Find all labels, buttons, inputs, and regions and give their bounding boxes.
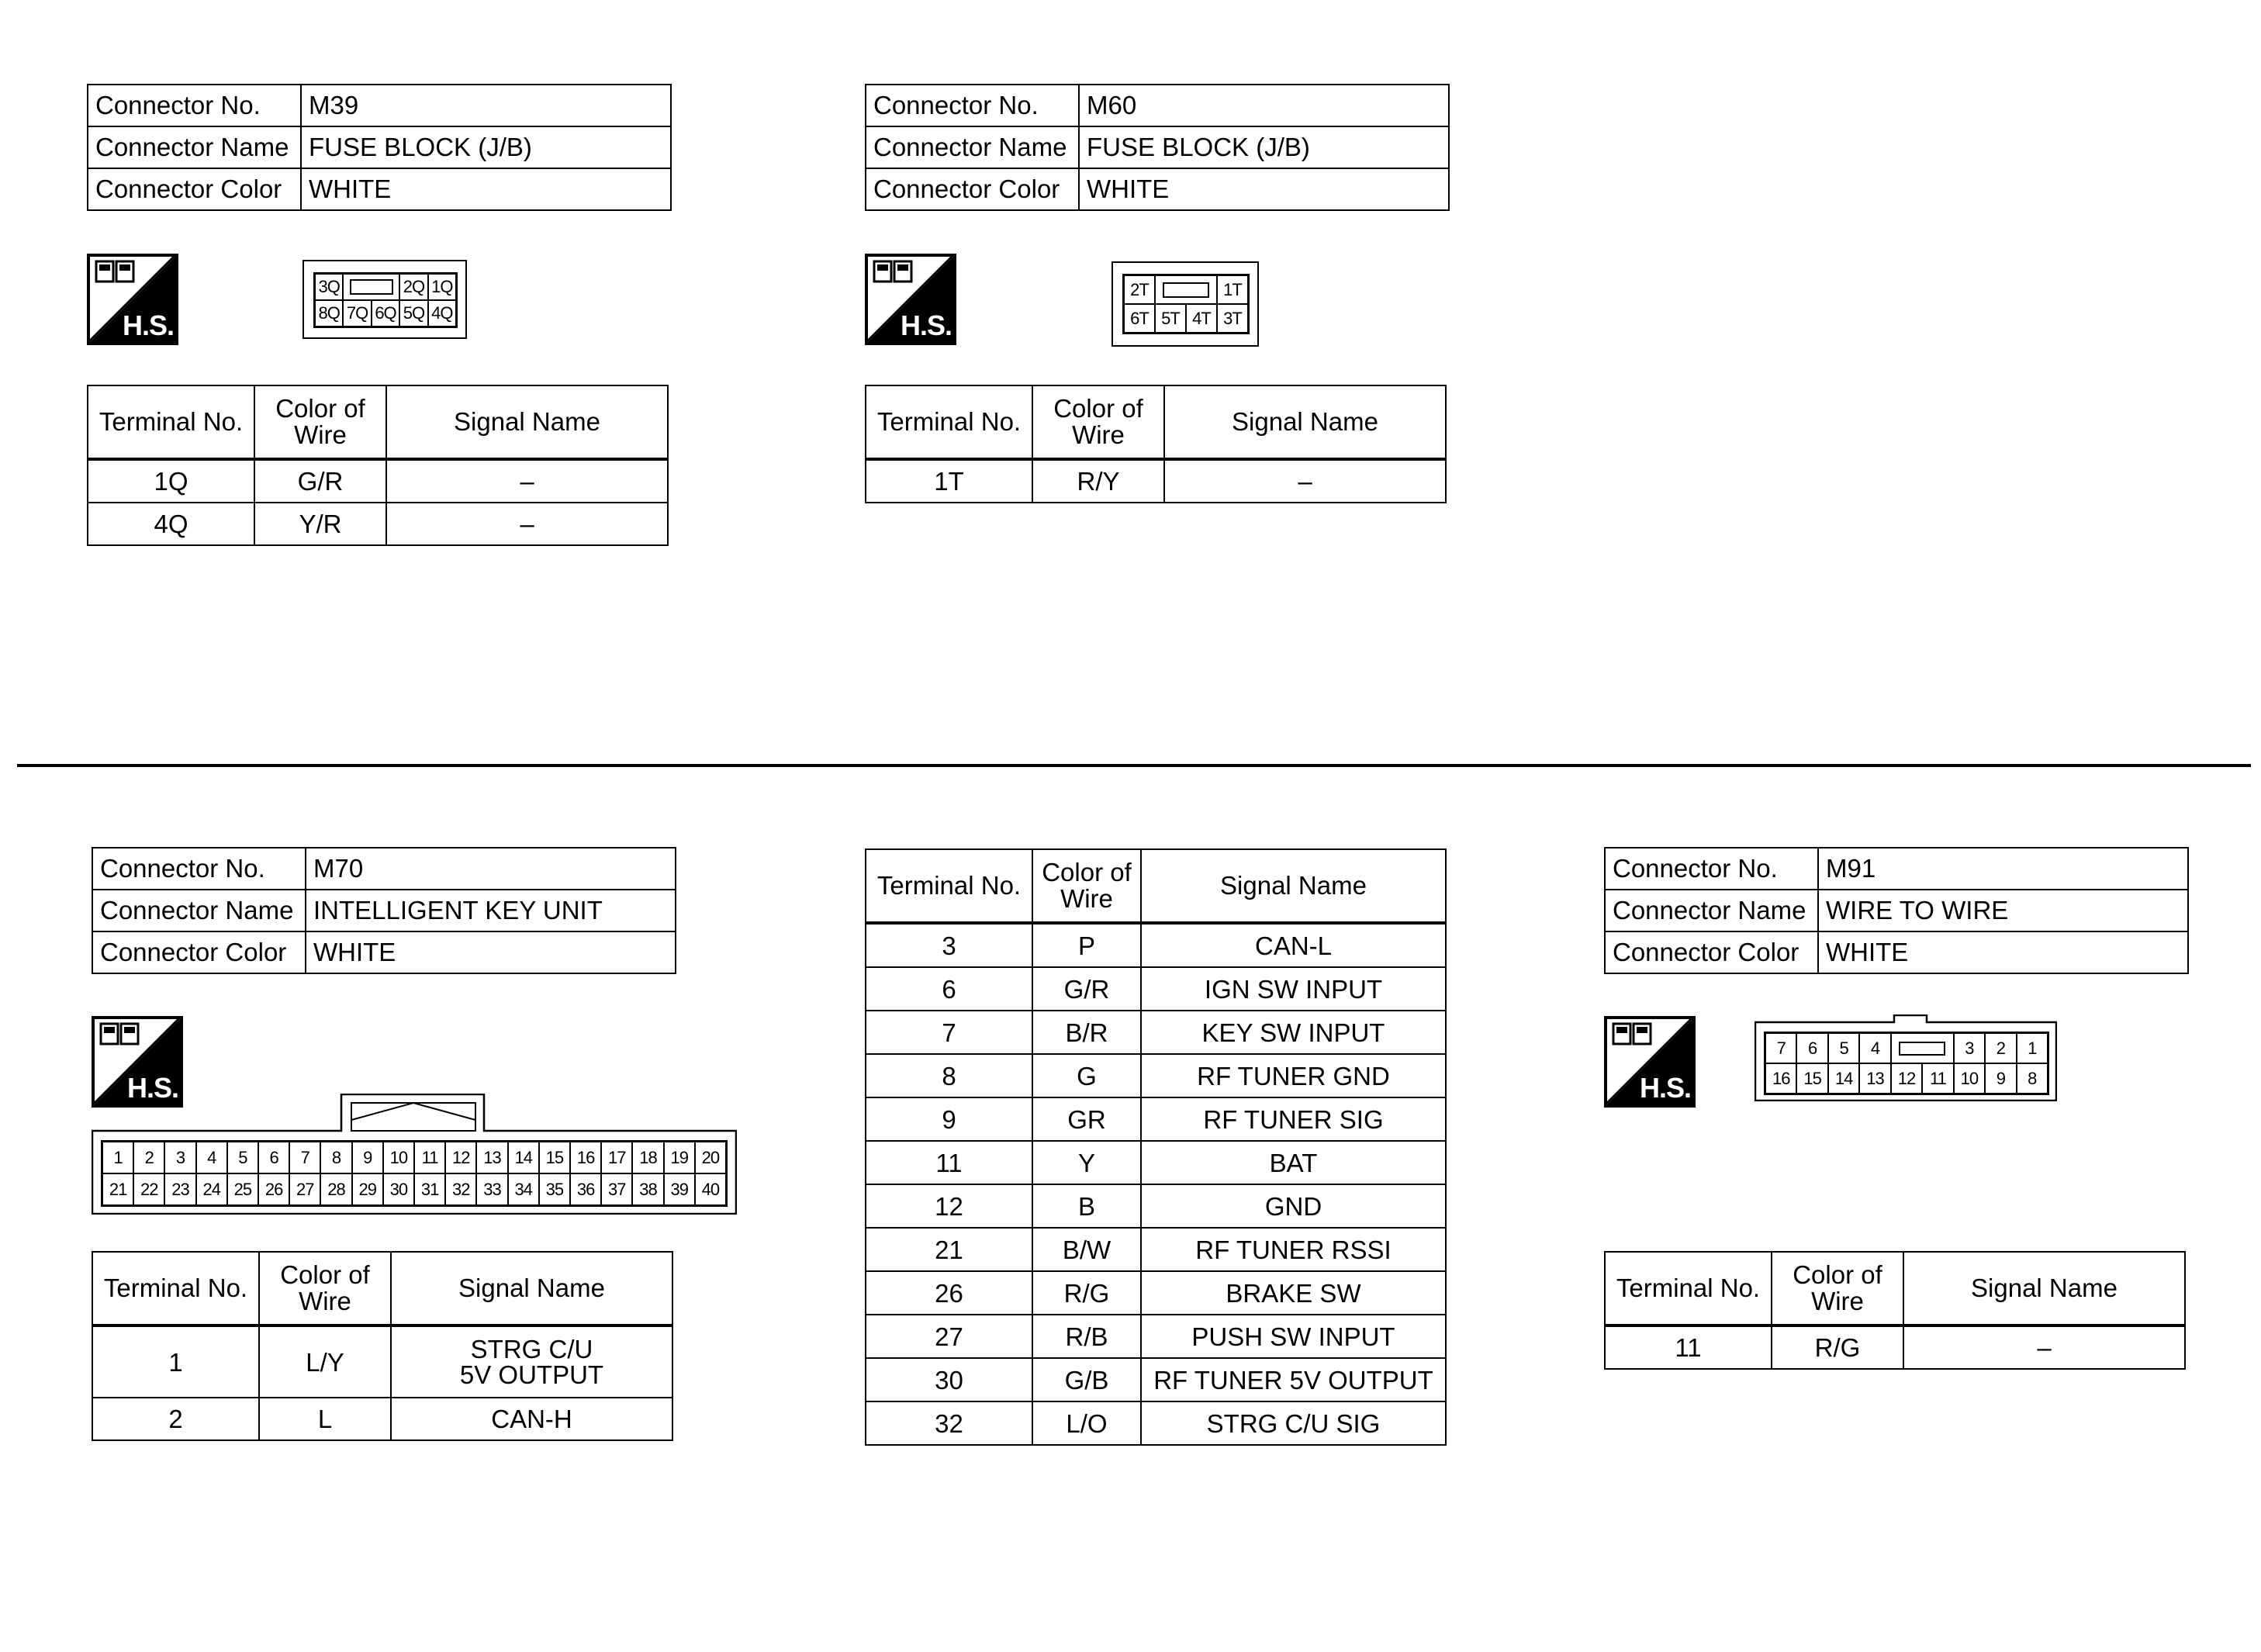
pin: 28 xyxy=(320,1173,351,1205)
connector-color-label: Connector Color xyxy=(92,931,306,973)
m39-connector-diagram xyxy=(303,260,467,339)
pin: 5 xyxy=(1828,1033,1859,1063)
table-row xyxy=(92,1398,672,1440)
pin: 37 xyxy=(601,1173,632,1205)
wire-cell: G/B xyxy=(1032,1358,1141,1401)
pin: 36 xyxy=(570,1173,601,1205)
signal-cell: BRAKE SW xyxy=(1141,1271,1446,1315)
table-row xyxy=(866,967,1446,1011)
m70-info-table xyxy=(92,847,676,974)
color-of-wire-header xyxy=(254,385,386,459)
signal-cell: GND xyxy=(1141,1184,1446,1228)
terminal-cell: 8 xyxy=(866,1054,1032,1097)
pin: 6Q xyxy=(372,300,399,327)
color-of-wire-line-1: Color of xyxy=(1042,858,1132,886)
pin: 9 xyxy=(1985,1063,2016,1094)
color-of-wire-line-1: Color of xyxy=(1053,394,1143,423)
m91-terminal-table xyxy=(1604,1251,2186,1370)
color-of-wire-line-1: Color of xyxy=(280,1260,370,1289)
pin: 40 xyxy=(695,1173,726,1205)
pin: 8 xyxy=(2017,1063,2048,1094)
pin: 34 xyxy=(508,1173,539,1205)
pin: 2Q xyxy=(399,274,427,300)
pin: 11 xyxy=(1922,1063,1953,1094)
connector-name-value: FUSE BLOCK (J/B) xyxy=(301,126,671,168)
pin: 6T xyxy=(1124,304,1155,333)
connector-no-label: Connector No. xyxy=(92,848,306,890)
connector-no-value: M60 xyxy=(1079,85,1449,126)
pin: 4 xyxy=(1859,1033,1890,1063)
pin: 30 xyxy=(383,1173,414,1205)
terminal-cell: 1T xyxy=(866,459,1032,503)
connector-no-label: Connector No. xyxy=(88,85,301,126)
wire-cell: R/Y xyxy=(1032,459,1164,503)
signal-cell: KEY SW INPUT xyxy=(1141,1011,1446,1054)
table-row xyxy=(866,1141,1446,1184)
table-row xyxy=(88,459,668,503)
signal-cell: RF TUNER GND xyxy=(1141,1054,1446,1097)
pin: 5Q xyxy=(399,300,427,327)
table-row xyxy=(866,1011,1446,1054)
signal-name-header: Signal Name xyxy=(1903,1252,2185,1325)
m91-info-table xyxy=(1604,847,2189,974)
pin: 39 xyxy=(664,1173,695,1205)
pin: 1Q xyxy=(428,274,456,300)
signal-name-header: Signal Name xyxy=(391,1252,672,1325)
m70-pin-grid xyxy=(101,1140,728,1207)
wire-cell: L/O xyxy=(1032,1401,1141,1445)
wire-cell: L/Y xyxy=(259,1325,391,1398)
connector-name-value: FUSE BLOCK (J/B) xyxy=(1079,126,1449,168)
section-divider xyxy=(17,764,2251,767)
pin: 12 xyxy=(1891,1063,1922,1094)
connector-no-value: M70 xyxy=(306,848,676,890)
terminal-cell: 1Q xyxy=(88,459,254,503)
pin: 13 xyxy=(1859,1063,1890,1094)
terminal-cell: 7 xyxy=(866,1011,1032,1054)
pin-blank xyxy=(1891,1033,1954,1063)
terminal-cell: 1 xyxy=(92,1325,259,1398)
m91-connector-diagram xyxy=(1755,1014,2057,1101)
table-row xyxy=(92,1325,672,1398)
pin: 25 xyxy=(227,1173,258,1205)
signal-cell: CAN-H xyxy=(391,1398,672,1440)
m60-info-table xyxy=(865,84,1450,211)
pin: 4Q xyxy=(428,300,456,327)
connector-color-label: Connector Color xyxy=(1605,931,1818,973)
signal-cell: CAN-L xyxy=(1141,923,1446,967)
signal-cell: RF TUNER RSSI xyxy=(1141,1228,1446,1271)
terminal-cell: 4Q xyxy=(88,503,254,545)
wire-cell: Y xyxy=(1032,1141,1141,1184)
pin: 11 xyxy=(414,1142,445,1173)
signal-cell: IGN SW INPUT xyxy=(1141,967,1446,1011)
signal-cell xyxy=(391,1325,672,1398)
terminal-no-header: Terminal No. xyxy=(866,385,1032,459)
signal-line-2: 5V OUTPUT xyxy=(459,1360,604,1389)
connector-no-value: M39 xyxy=(301,85,671,126)
signal-cell: – xyxy=(1903,1325,2185,1369)
m70-terminal-table xyxy=(92,1251,673,1441)
wire-cell: R/B xyxy=(1032,1315,1141,1358)
pin: 7 xyxy=(1765,1033,1796,1063)
connector-no-value: M91 xyxy=(1818,848,2188,890)
terminal-cell: 32 xyxy=(866,1401,1032,1445)
pin: 2T xyxy=(1124,275,1155,304)
table-row xyxy=(866,1271,1446,1315)
connector-name-value: INTELLIGENT KEY UNIT xyxy=(306,890,676,931)
table-row xyxy=(1605,1325,2185,1369)
pin: 12 xyxy=(445,1142,476,1173)
signal-cell: BAT xyxy=(1141,1141,1446,1184)
hs-label: H.S. xyxy=(1639,1072,1691,1104)
connector-name-label: Connector Name xyxy=(88,126,301,168)
signal-cell: PUSH SW INPUT xyxy=(1141,1315,1446,1358)
terminal-cell: 27 xyxy=(866,1315,1032,1358)
pin: 1 xyxy=(102,1142,133,1173)
pin: 29 xyxy=(352,1173,383,1205)
m60-pin-grid xyxy=(1122,274,1250,334)
pin: 17 xyxy=(601,1142,632,1173)
m60-connector-diagram xyxy=(1111,261,1259,347)
pin: 14 xyxy=(1828,1063,1859,1094)
table-row xyxy=(866,1097,1446,1141)
pin: 3 xyxy=(164,1142,195,1173)
wire-cell: L xyxy=(259,1398,391,1440)
wire-cell: B/R xyxy=(1032,1011,1141,1054)
pin: 3 xyxy=(1954,1033,1985,1063)
pin: 3Q xyxy=(315,274,343,300)
terminal-no-header: Terminal No. xyxy=(88,385,254,459)
m70-connector-diagram xyxy=(92,1094,737,1215)
pin: 32 xyxy=(445,1173,476,1205)
color-of-wire-line-2: Wire xyxy=(294,420,347,449)
terminal-cell: 26 xyxy=(866,1271,1032,1315)
terminal-cell: 30 xyxy=(866,1358,1032,1401)
pin: 8Q xyxy=(315,300,343,327)
terminal-cell: 9 xyxy=(866,1097,1032,1141)
pin: 20 xyxy=(695,1142,726,1173)
harness-side-icon xyxy=(87,254,178,345)
pin: 19 xyxy=(664,1142,695,1173)
connector-color-label: Connector Color xyxy=(866,168,1079,210)
pin: 13 xyxy=(476,1142,507,1173)
m70-terminal-table-continued xyxy=(865,848,1447,1446)
pin: 35 xyxy=(539,1173,570,1205)
harness-side-icon xyxy=(865,254,956,345)
pin: 8 xyxy=(320,1142,351,1173)
color-of-wire-header xyxy=(1772,1252,1903,1325)
wire-cell: P xyxy=(1032,923,1141,967)
pin: 22 xyxy=(133,1173,164,1205)
terminal-cell: 6 xyxy=(866,967,1032,1011)
terminal-cell: 11 xyxy=(866,1141,1032,1184)
table-row xyxy=(866,1401,1446,1445)
table-row xyxy=(866,1228,1446,1271)
pin: 7 xyxy=(289,1142,320,1173)
terminal-cell: 11 xyxy=(1605,1325,1772,1369)
pin: 33 xyxy=(476,1173,507,1205)
pin: 26 xyxy=(258,1173,289,1205)
hs-label: H.S. xyxy=(900,309,952,341)
pin: 18 xyxy=(632,1142,663,1173)
terminal-cell: 12 xyxy=(866,1184,1032,1228)
color-of-wire-line-2: Wire xyxy=(1060,884,1113,913)
pin: 2 xyxy=(1985,1033,2016,1063)
pin: 4T xyxy=(1186,304,1217,333)
color-of-wire-header xyxy=(1032,849,1141,923)
wire-cell: R/G xyxy=(1032,1271,1141,1315)
harness-side-icon xyxy=(1604,1016,1696,1108)
pin: 5 xyxy=(227,1142,258,1173)
color-of-wire-line-2: Wire xyxy=(299,1287,351,1315)
color-of-wire-header xyxy=(259,1252,391,1325)
connector-color-value: WHITE xyxy=(301,168,671,210)
pin: 27 xyxy=(289,1173,320,1205)
pin: 15 xyxy=(539,1142,570,1173)
connector-name-value: WIRE TO WIRE xyxy=(1818,890,2188,931)
color-of-wire-line-2: Wire xyxy=(1811,1287,1864,1315)
signal-cell: – xyxy=(386,459,668,503)
signal-cell: STRG C/U SIG xyxy=(1141,1401,1446,1445)
m91-pin-grid xyxy=(1764,1032,2049,1095)
wire-cell: G/R xyxy=(1032,967,1141,1011)
table-row xyxy=(866,1054,1446,1097)
terminal-cell: 21 xyxy=(866,1228,1032,1271)
connector-name-label: Connector Name xyxy=(92,890,306,931)
terminal-no-header: Terminal No. xyxy=(92,1252,259,1325)
table-row xyxy=(88,503,668,545)
pin: 1 xyxy=(2017,1033,2048,1063)
pin: 16 xyxy=(570,1142,601,1173)
pin: 16 xyxy=(1765,1063,1796,1094)
table-row xyxy=(866,459,1446,503)
terminal-cell: 2 xyxy=(92,1398,259,1440)
pin: 3T xyxy=(1217,304,1248,333)
pin-blank xyxy=(1155,275,1217,304)
hs-label: H.S. xyxy=(126,1072,178,1104)
terminal-no-header: Terminal No. xyxy=(866,849,1032,923)
pin: 10 xyxy=(1954,1063,1985,1094)
pin: 9 xyxy=(352,1142,383,1173)
hs-label: H.S. xyxy=(122,309,174,341)
pin: 2 xyxy=(133,1142,164,1173)
pin: 4 xyxy=(196,1142,227,1173)
table-row xyxy=(866,923,1446,967)
connector-color-value: WHITE xyxy=(1818,931,2188,973)
pin: 24 xyxy=(196,1173,227,1205)
connector-no-label: Connector No. xyxy=(1605,848,1818,890)
pin: 6 xyxy=(258,1142,289,1173)
pin: 7Q xyxy=(343,300,371,327)
wire-cell: G/R xyxy=(254,459,386,503)
m39-terminal-table xyxy=(87,385,669,546)
wire-cell: GR xyxy=(1032,1097,1141,1141)
connector-color-label: Connector Color xyxy=(88,168,301,210)
color-of-wire-line-1: Color of xyxy=(275,394,365,423)
signal-cell: RF TUNER 5V OUTPUT xyxy=(1141,1358,1446,1401)
table-row xyxy=(866,1358,1446,1401)
wire-cell: B xyxy=(1032,1184,1141,1228)
color-of-wire-header xyxy=(1032,385,1164,459)
pin: 38 xyxy=(632,1173,663,1205)
connector-no-label: Connector No. xyxy=(866,85,1079,126)
pin-blank xyxy=(343,274,399,300)
signal-name-header: Signal Name xyxy=(386,385,668,459)
pin: 6 xyxy=(1796,1033,1827,1063)
signal-cell: – xyxy=(1164,459,1446,503)
wire-cell: G xyxy=(1032,1054,1141,1097)
color-of-wire-line-1: Color of xyxy=(1793,1260,1882,1289)
m39-info-table xyxy=(87,84,672,211)
pin: 10 xyxy=(383,1142,414,1173)
connector-name-label: Connector Name xyxy=(1605,890,1818,931)
terminal-cell: 3 xyxy=(866,923,1032,967)
color-of-wire-line-2: Wire xyxy=(1072,420,1125,449)
signal-cell: RF TUNER SIG xyxy=(1141,1097,1446,1141)
m60-terminal-table xyxy=(865,385,1447,503)
wire-cell: R/G xyxy=(1772,1325,1903,1369)
signal-name-header: Signal Name xyxy=(1141,849,1446,923)
pin: 23 xyxy=(164,1173,195,1205)
pin: 15 xyxy=(1796,1063,1827,1094)
signal-line-1: STRG C/U xyxy=(470,1335,593,1363)
wire-cell: Y/R xyxy=(254,503,386,545)
table-row xyxy=(866,1184,1446,1228)
pin: 31 xyxy=(414,1173,445,1205)
connector-color-value: WHITE xyxy=(306,931,676,973)
connector-name-label: Connector Name xyxy=(866,126,1079,168)
signal-name-header: Signal Name xyxy=(1164,385,1446,459)
connector-color-value: WHITE xyxy=(1079,168,1449,210)
pin: 1T xyxy=(1217,275,1248,304)
pin: 21 xyxy=(102,1173,133,1205)
pin: 5T xyxy=(1155,304,1186,333)
wire-cell: B/W xyxy=(1032,1228,1141,1271)
pin: 14 xyxy=(508,1142,539,1173)
signal-cell: – xyxy=(386,503,668,545)
table-row xyxy=(866,1315,1446,1358)
terminal-no-header: Terminal No. xyxy=(1605,1252,1772,1325)
m70-cont-body xyxy=(866,923,1446,1445)
m39-pin-grid xyxy=(313,272,458,328)
